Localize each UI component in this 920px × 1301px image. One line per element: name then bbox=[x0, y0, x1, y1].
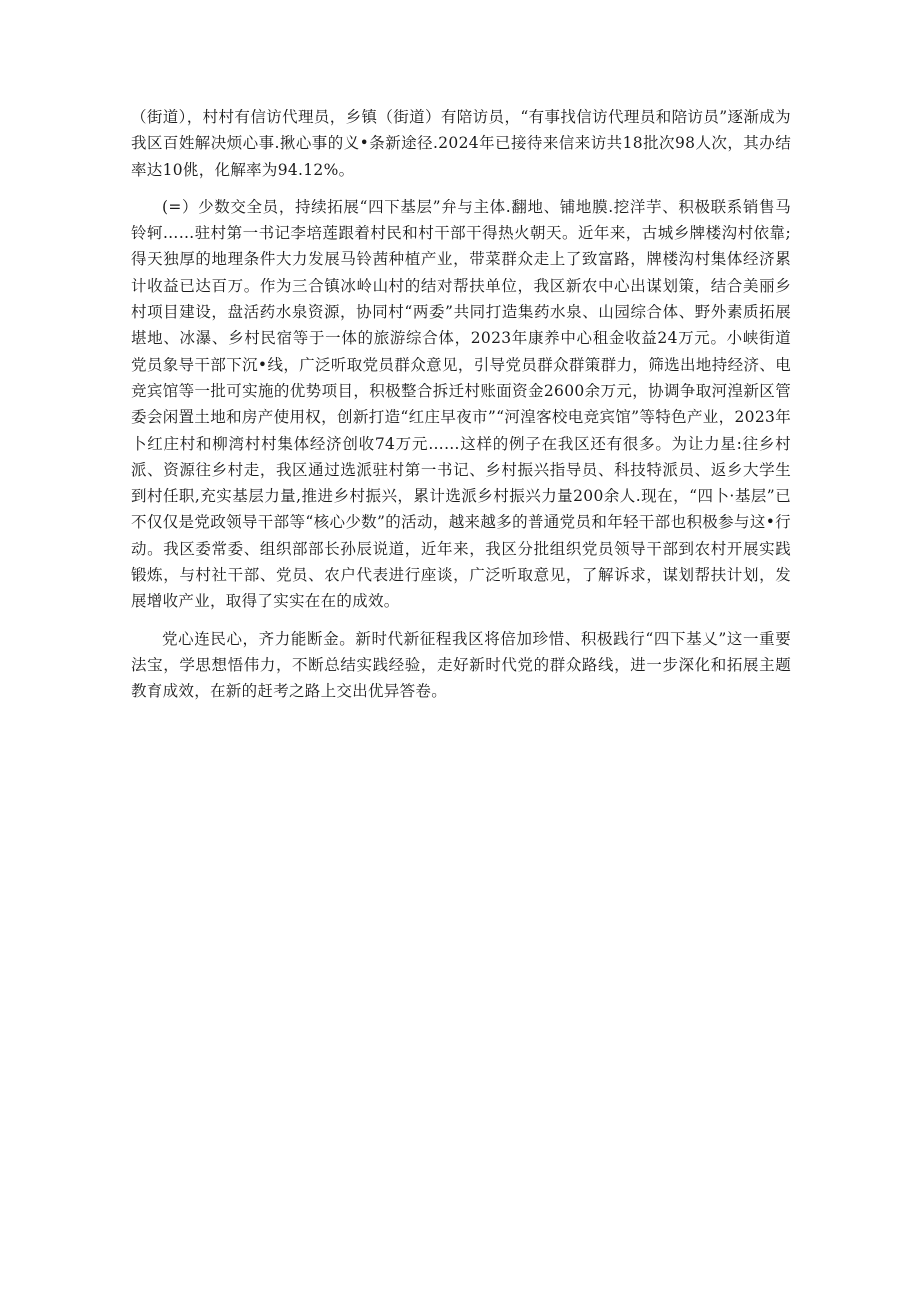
document-body bbox=[131, 104, 791, 716]
paragraph-grassroots-work: (=）少数交全员，持续拓展“四下基层”弁与主体.翻地、铺地膜.挖洋芋、积极联系销售马铃轲……驻村第一书记李培莲跟着村民和村干部干得热火朝天。近年来，古城乡牌楼沟村依靠;得天独厚的地理条件大力发展马铃茜种植产业，带菜群众走上了致富路，牌楼沟村集体经济累计收益已达百万。作为三合镇冰岭山村的结对帮扶单位，我区新农中心出谋划策，结合美丽乡村项目建设，盘活药水泉资源，协同村“两委”共同打造集药水泉、山园综合体、野外素质拓展堪地、冰瀑、乡村民宿等于一体的旅游综合体，2023年康养中心租金收益24万元。小峡街道党员象导干部下沉•线，广泛听取党员群众意见，引导党员群众群策群力，筛选出地持经济、电竞宾馆等一批可实施的优势项目，积极整合拆迁村账面资金2600余万元，协调争取河湟新区管委会闲置土地和房产使用权，创新打造“红庄早夜市”“河湟客校电竞宾馆”等特色产业，2023年卜红庄村和柳湾村村集体经济创收74万元……这样的例子在我区还有很多。为让力星:往乡村派、资源往乡村走，我区通过选派驻村第一书记、乡村振兴指导员、科技特派员、返乡大学生到村任职,充实基层力量,推进乡村振兴，累计选派乡村振兴力量200余人.现在，“四卜·基层”已不仅仅是党政领导干部等“核心少数”的活动，越来越多的普通党员和年轻干部也积极参与这•行动。我区委常委、组织部部长孙辰说道，近年来，我区分批组织党员领导干部到农村开展实践锻炼，与村社干部、党员、农户代表进行座谈，广泛听取意见，了解诉求，谋划帮扶计划，发展增收产业，取得了实实在在的成效。 bbox=[131, 197, 791, 611]
paragraph-conclusion: 党心连民心，齐力能断金。新时代新征程我区将倍加珍惜、积极践行“四下基乂”这一重要法宝，学思想悟伟力，不断总结实践经验，走好新时代党的群众路线，进一步深化和拓展主题教育成效，在新的赶考之路上交出优异答卷。 bbox=[131, 629, 791, 701]
paragraph-petition-agents: （街道），村村有信访代理员，乡镇（街道）有陪访员，“有事找信访代理员和陪访员”逐渐成为我区百姓解决烦心事.揪心事的义•条新途径.2024年已接待来信来访共18批次98人次，其办结率达10佻，化解率为94.12%。 bbox=[131, 108, 791, 179]
